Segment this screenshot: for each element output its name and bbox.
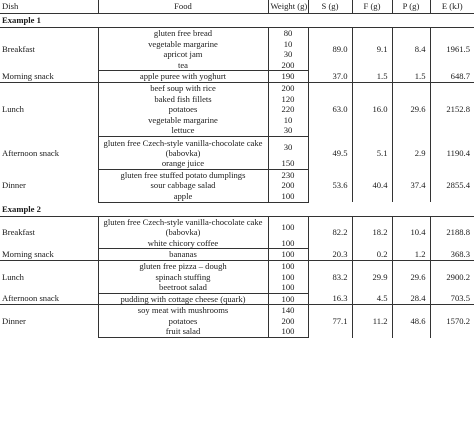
fat-cell: 18.2	[352, 216, 392, 249]
table-row	[0, 71, 474, 83]
weight-cell: 10	[268, 39, 308, 50]
food-cell: beetroot salad	[98, 282, 268, 293]
fat-cell: 1.5	[352, 71, 392, 83]
menu-body	[0, 14, 474, 338]
weight-cell: 80	[268, 28, 308, 39]
protein-cell: 8.4	[392, 28, 430, 71]
weight-cell: 150	[268, 158, 308, 169]
energy-cell: 1961.5	[430, 28, 474, 71]
fat-cell: 40.4	[352, 169, 392, 202]
protein-cell: 1.5	[392, 71, 430, 83]
dish-name: Breakfast	[2, 44, 35, 55]
food-cell: apple puree with yoghurt	[98, 71, 268, 83]
energy-cell: 2188.8	[430, 216, 474, 249]
table-row	[0, 169, 474, 180]
section-title: Example 2	[0, 202, 474, 216]
energy-cell: 648.7	[430, 71, 474, 83]
fat-cell: 5.1	[352, 136, 392, 169]
fat-cell: 4.5	[352, 293, 392, 305]
fat-cell: 0.2	[352, 249, 392, 261]
food-cell: lettuce	[98, 125, 268, 136]
food-cell: beef soup with rice	[98, 82, 268, 93]
food-cell: gluten free Czech-style vanilla-chocolate cake (babovka)	[98, 136, 268, 158]
food-cell: bananas	[98, 249, 268, 261]
protein-cell: 29.6	[392, 82, 430, 136]
sugar-cell: 16.3	[308, 293, 352, 305]
sugar-cell: 20.3	[308, 249, 352, 261]
weight-cell: 100	[268, 293, 308, 305]
weight-cell: 100	[268, 191, 308, 202]
table-row	[0, 28, 474, 39]
header-f: F (g)	[352, 0, 392, 14]
sugar-cell: 89.0	[308, 28, 352, 71]
table-row	[0, 305, 474, 316]
table-row	[0, 82, 474, 93]
weight-cell: 100	[268, 271, 308, 282]
header-food: Food	[98, 0, 268, 14]
weight-cell: 230	[268, 169, 308, 180]
weight-cell: 220	[268, 104, 308, 115]
fat-cell: 16.0	[352, 82, 392, 136]
sugar-cell: 37.0	[308, 71, 352, 83]
sugar-cell: 53.6	[308, 169, 352, 202]
weight-cell: 100	[268, 249, 308, 261]
energy-cell: 368.3	[430, 249, 474, 261]
food-cell: sour cabbage salad	[98, 180, 268, 191]
weight-cell: 100	[268, 260, 308, 271]
table-row	[0, 216, 474, 238]
food-cell: orange juice	[98, 158, 268, 169]
weight-cell: 30	[268, 125, 308, 136]
weight-cell: 190	[268, 71, 308, 83]
weight-cell: 100	[268, 238, 308, 249]
food-cell: gluten free pizza – dough	[98, 260, 268, 271]
weight-cell: 200	[268, 180, 308, 191]
weight-cell: 100	[268, 216, 308, 238]
food-cell: gluten free bread	[98, 28, 268, 39]
food-cell: potatoes	[98, 104, 268, 115]
weight-cell: 100	[268, 282, 308, 293]
header-weight: Weight (g)	[268, 0, 308, 14]
weight-cell: 140	[268, 305, 308, 316]
food-cell: spinach stuffing	[98, 271, 268, 282]
food-cell: tea	[98, 60, 268, 71]
food-cell: potatoes	[98, 316, 268, 327]
header-e: E (kJ)	[430, 0, 474, 14]
table-row	[0, 293, 474, 305]
weight-cell: 200	[268, 60, 308, 71]
energy-cell: 1570.2	[430, 305, 474, 338]
food-cell: vegetable margarine	[98, 115, 268, 126]
weight-cell: 200	[268, 316, 308, 327]
weight-cell: 120	[268, 94, 308, 105]
section-header-row	[0, 14, 474, 28]
sugar-cell: 77.1	[308, 305, 352, 338]
table-row	[0, 260, 474, 271]
weight-cell: 100	[268, 326, 308, 337]
fat-cell: 11.2	[352, 305, 392, 338]
weight-cell: 30	[268, 136, 308, 158]
sugar-cell: 82.2	[308, 216, 352, 249]
energy-cell: 2900.2	[430, 260, 474, 293]
dish-name: Dinner	[2, 316, 26, 327]
food-cell: apple	[98, 191, 268, 202]
header-p: P (g)	[392, 0, 430, 14]
dish-name: Morning snack	[0, 71, 98, 83]
food-cell: vegetable margarine	[98, 39, 268, 50]
food-cell: baked fish fillets	[98, 94, 268, 105]
protein-cell: 2.9	[392, 136, 430, 169]
header-s: S (g)	[308, 0, 352, 14]
energy-cell: 2855.4	[430, 169, 474, 202]
weight-cell: 10	[268, 115, 308, 126]
header-row	[0, 0, 474, 14]
dish-name: Dinner	[2, 180, 26, 191]
fat-cell: 9.1	[352, 28, 392, 71]
food-cell: gluten free Czech-style vanilla-chocolate cake (babovka)	[98, 216, 268, 238]
dish-name: Lunch	[2, 271, 24, 282]
protein-cell: 10.4	[392, 216, 430, 249]
fat-cell: 29.9	[352, 260, 392, 293]
table-row	[0, 249, 474, 261]
energy-cell: 2152.8	[430, 82, 474, 136]
food-cell: apricot jam	[98, 49, 268, 60]
food-cell: pudding with cottage cheese (quark)	[98, 293, 268, 305]
dish-name: Morning snack	[0, 249, 98, 261]
dish-name: Lunch	[2, 104, 24, 115]
sugar-cell: 63.0	[308, 82, 352, 136]
dish-name: Afternoon snack	[2, 147, 60, 158]
weight-cell: 200	[268, 82, 308, 93]
dish-name: Breakfast	[2, 227, 35, 238]
food-cell: fruit salad	[98, 326, 268, 337]
sugar-cell: 49.5	[308, 136, 352, 169]
section-header-row	[0, 202, 474, 216]
protein-cell: 1.2	[392, 249, 430, 261]
protein-cell: 28.4	[392, 293, 430, 305]
sugar-cell: 83.2	[308, 260, 352, 293]
weight-cell: 30	[268, 49, 308, 60]
food-cell: gluten free stuffed potato dumplings	[98, 169, 268, 180]
protein-cell: 37.4	[392, 169, 430, 202]
food-cell: soy meat with mushrooms	[98, 305, 268, 316]
header-dish: Dish	[0, 0, 98, 14]
dish-name: Afternoon snack	[0, 293, 98, 305]
table-row	[0, 136, 474, 158]
food-cell: white chicory coffee	[98, 238, 268, 249]
energy-cell: 703.5	[430, 293, 474, 305]
energy-cell: 1190.4	[430, 136, 474, 169]
protein-cell: 29.6	[392, 260, 430, 293]
protein-cell: 48.6	[392, 305, 430, 338]
section-title: Example 1	[0, 14, 474, 28]
